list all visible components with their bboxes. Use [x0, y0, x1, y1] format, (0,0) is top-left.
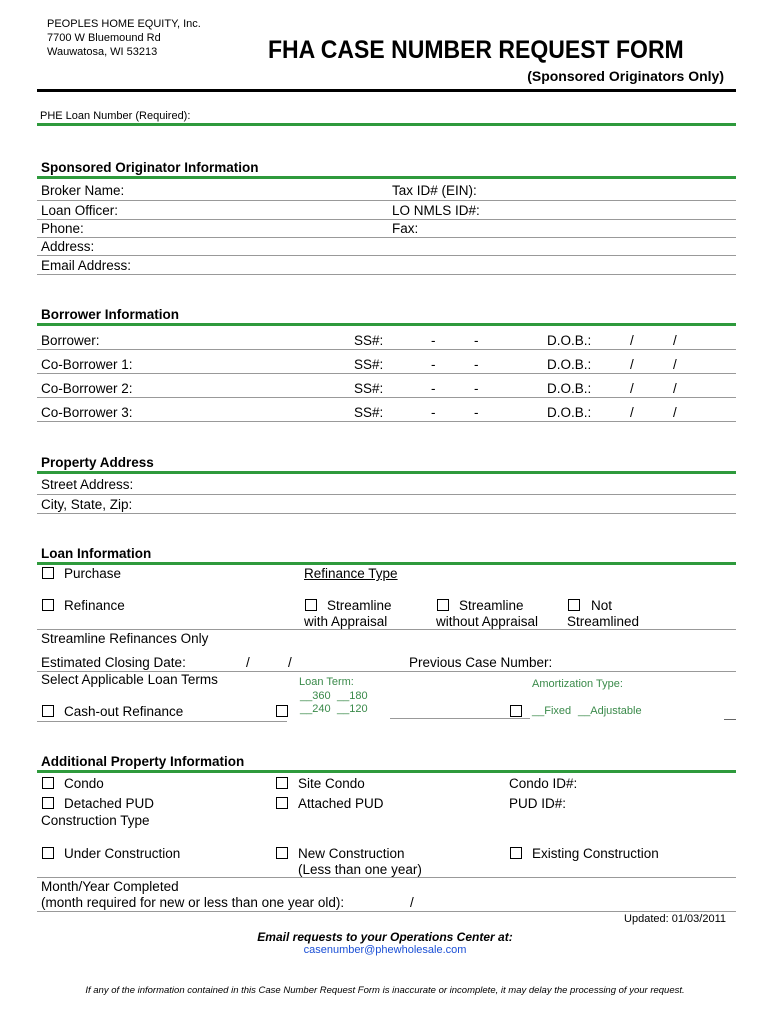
- streamline-without-appraisal-label-1: Streamline: [459, 598, 524, 613]
- email-label: Email Address:: [41, 258, 132, 273]
- row-rule: [37, 237, 736, 238]
- row-rule: [37, 255, 736, 256]
- fax-label: Fax:: [392, 221, 419, 236]
- site-condo-checkbox[interactable]: [276, 777, 288, 789]
- streamline-without-appraisal-checkbox[interactable]: [437, 599, 449, 611]
- ss-dash-1: -: [431, 333, 436, 348]
- closing-date-label: Estimated Closing Date:: [41, 655, 186, 670]
- loan-number-label: PHE Loan Number (Required):: [40, 110, 191, 122]
- dob-slash-1: /: [630, 333, 634, 348]
- ss-dash-2: -: [474, 357, 479, 372]
- cash-out-checkbox[interactable]: [42, 705, 54, 717]
- dob-label: D.O.B.:: [547, 405, 592, 420]
- fixed-option[interactable]: __Fixed: [532, 705, 572, 717]
- operations-email-link[interactable]: casenumber@phewholesale.com: [303, 944, 467, 956]
- existing-construction-label: Existing Construction: [532, 846, 659, 861]
- not-streamlined-label-1: Not: [591, 598, 613, 613]
- row-rule: [37, 494, 736, 495]
- street-address-label: Street Address:: [41, 477, 134, 492]
- attached-pud-label: Attached PUD: [298, 796, 384, 811]
- under-construction-checkbox[interactable]: [42, 847, 54, 859]
- previous-case-label: Previous Case Number:: [409, 655, 553, 670]
- detached-pud-checkbox[interactable]: [42, 797, 54, 809]
- row-rule: [724, 719, 736, 720]
- dob-label: D.O.B.:: [547, 333, 592, 348]
- existing-construction-checkbox[interactable]: [510, 847, 522, 859]
- row-rule: [37, 200, 736, 201]
- row-rule: [37, 219, 736, 220]
- dob-slash-2: /: [673, 405, 677, 420]
- amortization-checkbox[interactable]: [510, 705, 522, 717]
- company-street: 7700 W Bluemound Rd: [47, 32, 161, 44]
- dob-slash-2: /: [673, 333, 677, 348]
- header-divider: [37, 89, 736, 92]
- ss-dash-1: -: [431, 357, 436, 372]
- term-180[interactable]: __180: [337, 690, 368, 702]
- ss-dash-2: -: [474, 381, 479, 396]
- construction-type-label: Construction Type: [41, 813, 150, 828]
- borrower-row-label: Borrower:: [41, 333, 100, 348]
- form-title: FHA CASE NUMBER REQUEST FORM: [268, 36, 684, 64]
- borrower-heading: Borrower Information: [41, 307, 180, 322]
- attached-pud-checkbox[interactable]: [276, 797, 288, 809]
- term-120[interactable]: __120: [337, 703, 368, 715]
- form-subtitle: (Sponsored Originators Only): [527, 68, 724, 84]
- not-streamlined-checkbox[interactable]: [568, 599, 580, 611]
- company-name: PEOPLES HOME EQUITY, Inc.: [47, 18, 201, 30]
- new-construction-label-2: (Less than one year): [298, 862, 422, 877]
- row-rule: [37, 421, 736, 422]
- under-construction-label: Under Construction: [64, 846, 181, 861]
- ss-label: SS#:: [354, 381, 384, 396]
- row-rule: [37, 513, 736, 514]
- row-rule: [37, 721, 287, 722]
- row-rule: [390, 718, 530, 719]
- row-rule: [37, 911, 736, 912]
- dob-slash-1: /: [630, 381, 634, 396]
- originator-heading: Sponsored Originator Information: [41, 160, 259, 175]
- refinance-type-label: Refinance Type: [304, 566, 398, 581]
- dob-label: D.O.B.:: [547, 357, 592, 372]
- row-rule: [37, 349, 736, 350]
- term-240[interactable]: __240: [300, 703, 331, 715]
- loan-divider: [37, 562, 736, 565]
- row-rule: [37, 373, 736, 374]
- tax-id-label: Tax ID# (EIN):: [392, 183, 477, 198]
- row-rule: [37, 274, 736, 275]
- ss-dash-1: -: [431, 405, 436, 420]
- broker-name-label: Broker Name:: [41, 183, 125, 198]
- condo-label: Condo: [64, 776, 104, 791]
- additional-heading: Additional Property Information: [41, 754, 245, 769]
- loan-officer-label: Loan Officer:: [41, 203, 119, 218]
- month-year-slash: /: [410, 895, 414, 910]
- month-required-label: (month required for new or less than one year old):: [41, 895, 345, 910]
- loan-heading: Loan Information: [41, 546, 152, 561]
- lo-nmls-label: LO NMLS ID#:: [392, 203, 480, 218]
- dob-slash-1: /: [630, 357, 634, 372]
- city-state-zip-label: City, State, Zip:: [41, 497, 133, 512]
- condo-id-label: Condo ID#:: [509, 776, 578, 791]
- address-label: Address:: [41, 239, 95, 254]
- streamline-without-appraisal-label-2: without Appraisal: [436, 614, 539, 629]
- site-condo-label: Site Condo: [298, 776, 365, 791]
- row-rule: [37, 629, 736, 630]
- borrower-row-label: Co-Borrower 2:: [41, 381, 133, 396]
- dob-label: D.O.B.:: [547, 381, 592, 396]
- ss-dash-2: -: [474, 333, 479, 348]
- refinance-checkbox[interactable]: [42, 599, 54, 611]
- cash-out-label: Cash-out Refinance: [64, 704, 184, 719]
- amortization-label: Amortization Type:: [532, 678, 623, 690]
- pud-id-label: PUD ID#:: [509, 796, 567, 811]
- loan-term-checkbox[interactable]: [276, 705, 288, 717]
- closing-date-slash-2: /: [288, 655, 292, 670]
- row-rule: [37, 877, 736, 878]
- borrower-row-label: Co-Borrower 1:: [41, 357, 133, 372]
- streamline-with-appraisal-checkbox[interactable]: [305, 599, 317, 611]
- originator-divider: [37, 176, 736, 179]
- detached-pud-label: Detached PUD: [64, 796, 155, 811]
- new-construction-label-1: New Construction: [298, 846, 405, 861]
- disclaimer: If any of the information contained in this Case Number Request Form is inaccurate or incomplete, it may delay the processing of your request.: [85, 985, 685, 996]
- phone-label: Phone:: [41, 221, 84, 236]
- row-rule: [37, 397, 736, 398]
- streamline-with-appraisal-label-2: with Appraisal: [304, 614, 388, 629]
- ss-label: SS#:: [354, 357, 384, 372]
- ss-dash-1: -: [431, 381, 436, 396]
- company-city: Wauwatosa, WI 53213: [47, 46, 158, 58]
- email-prompt: Email requests to your Operations Center at:: [257, 930, 513, 944]
- not-streamlined-label-2: Streamlined: [567, 614, 640, 629]
- loan-number-divider: [37, 123, 736, 126]
- streamline-with-appraisal-label-1: Streamline: [327, 598, 392, 613]
- property-heading: Property Address: [41, 455, 154, 470]
- refinance-label: Refinance: [64, 598, 125, 613]
- dob-slash-2: /: [673, 381, 677, 396]
- ss-dash-2: -: [474, 405, 479, 420]
- closing-date-slash-1: /: [246, 655, 250, 670]
- dob-slash-2: /: [673, 357, 677, 372]
- purchase-checkbox[interactable]: [42, 567, 54, 579]
- new-construction-checkbox[interactable]: [276, 847, 288, 859]
- property-divider: [37, 471, 736, 474]
- purchase-label: Purchase: [64, 566, 122, 581]
- month-year-label: Month/Year Completed: [41, 879, 179, 894]
- streamline-only-label: Streamline Refinances Only: [41, 631, 209, 646]
- dob-slash-1: /: [630, 405, 634, 420]
- ss-label: SS#:: [354, 405, 384, 420]
- borrower-divider: [37, 323, 736, 326]
- borrower-row-label: Co-Borrower 3:: [41, 405, 133, 420]
- select-terms-label: Select Applicable Loan Terms: [41, 672, 218, 687]
- term-360[interactable]: __360: [300, 690, 331, 702]
- loan-term-label: Loan Term:: [299, 676, 354, 688]
- adjustable-option[interactable]: __Adjustable: [578, 705, 642, 717]
- additional-divider: [37, 770, 736, 773]
- ss-label: SS#:: [354, 333, 384, 348]
- updated-date: Updated: 01/03/2011: [624, 913, 726, 925]
- condo-checkbox[interactable]: [42, 777, 54, 789]
